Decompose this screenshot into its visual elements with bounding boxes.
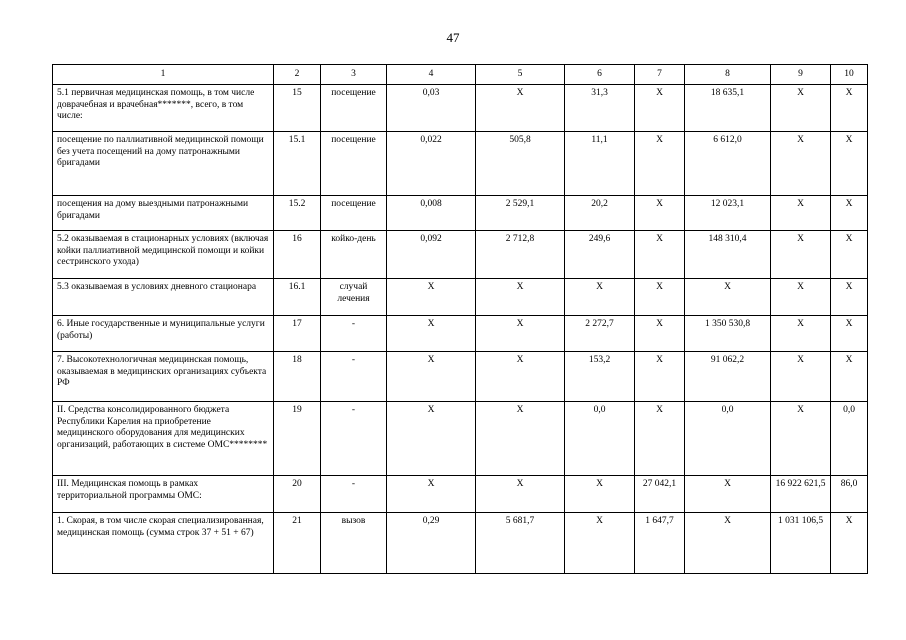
row-label: 1. Скорая, в том числе скорая специализированная, медицинская помощь (сумма строк 37 + 51 + 67)	[53, 513, 274, 574]
column-header: 5	[476, 65, 565, 85]
table-cell: X	[685, 513, 771, 574]
table-row	[53, 196, 868, 231]
table-cell: X	[685, 279, 771, 316]
table-cell: X	[476, 352, 565, 402]
table-cell: X	[476, 279, 565, 316]
row-number: 20	[274, 476, 321, 513]
table-cell: X	[831, 196, 868, 231]
unit-cell: -	[321, 476, 387, 513]
table-cell: 1 647,7	[635, 513, 685, 574]
table-cell: 5 681,7	[476, 513, 565, 574]
row-number: 18	[274, 352, 321, 402]
table-cell: 31,3	[565, 85, 635, 132]
row-number: 19	[274, 402, 321, 476]
table-cell: 0,0	[685, 402, 771, 476]
table-cell: X	[387, 279, 476, 316]
table-row	[53, 476, 868, 513]
column-header: 3	[321, 65, 387, 85]
row-number: 15.1	[274, 132, 321, 196]
column-header: 9	[771, 65, 831, 85]
table-cell: 1 031 106,5	[771, 513, 831, 574]
table-row	[53, 402, 868, 476]
table-cell: X	[831, 513, 868, 574]
column-header: 10	[831, 65, 868, 85]
table-cell: X	[635, 85, 685, 132]
table-cell: X	[387, 476, 476, 513]
table-cell: X	[771, 132, 831, 196]
table-cell: 249,6	[565, 231, 635, 279]
table-cell: X	[771, 85, 831, 132]
row-label: III. Медицинская помощь в рамках территориальной программы ОМС:	[53, 476, 274, 513]
table-cell: X	[771, 196, 831, 231]
table-cell: X	[685, 476, 771, 513]
table-cell: 0,0	[565, 402, 635, 476]
table-cell: X	[831, 279, 868, 316]
unit-cell: -	[321, 402, 387, 476]
table-cell: X	[387, 352, 476, 402]
row-number: 17	[274, 316, 321, 352]
table-cell: 153,2	[565, 352, 635, 402]
table-cell: X	[635, 316, 685, 352]
table-cell: 91 062,2	[685, 352, 771, 402]
unit-cell: -	[321, 316, 387, 352]
unit-cell: посещение	[321, 196, 387, 231]
table-row	[53, 513, 868, 574]
row-label: 7. Высокотехнологичная медицинская помощь, оказываемая в медицинских организациях субъекта РФ	[53, 352, 274, 402]
table-cell: 20,2	[565, 196, 635, 231]
column-header: 1	[53, 65, 274, 85]
table-row	[53, 231, 868, 279]
table-cell: X	[771, 279, 831, 316]
column-header: 8	[685, 65, 771, 85]
table-cell: 2 712,8	[476, 231, 565, 279]
table-cell: X	[831, 231, 868, 279]
column-header: 7	[635, 65, 685, 85]
row-number: 16	[274, 231, 321, 279]
table-cell: 1 350 530,8	[685, 316, 771, 352]
column-header: 2	[274, 65, 321, 85]
table-cell: X	[476, 402, 565, 476]
table-cell: 2 272,7	[565, 316, 635, 352]
table-cell: X	[771, 352, 831, 402]
unit-cell: посещение	[321, 85, 387, 132]
data-table	[52, 64, 868, 574]
unit-cell: посещение	[321, 132, 387, 196]
row-label: 5.2 оказываемая в стационарных условиях (включая койки паллиативной медицинской помощи и койки сестринского ухода)	[53, 231, 274, 279]
unit-cell: случай лечения	[321, 279, 387, 316]
table-cell: X	[635, 279, 685, 316]
table-cell: 2 529,1	[476, 196, 565, 231]
table-cell: 0,092	[387, 231, 476, 279]
table-cell: 505,8	[476, 132, 565, 196]
table-cell: X	[635, 231, 685, 279]
row-label: посещение по паллиативной медицинской помощи без учета посещений на дому патронажными бригадами	[53, 132, 274, 196]
table-cell: 0,0	[831, 402, 868, 476]
table-row	[53, 85, 868, 132]
table-cell: X	[565, 513, 635, 574]
table-cell: X	[635, 132, 685, 196]
table-row	[53, 316, 868, 352]
unit-cell: вызов	[321, 513, 387, 574]
table-cell: X	[831, 132, 868, 196]
column-header: 6	[565, 65, 635, 85]
unit-cell: койко-день	[321, 231, 387, 279]
table-cell: X	[635, 196, 685, 231]
row-label: 6. Иные государственные и муниципальные услуги (работы)	[53, 316, 274, 352]
table-cell: X	[771, 402, 831, 476]
table-cell: X	[476, 85, 565, 132]
table-cell: X	[635, 402, 685, 476]
table-cell: X	[771, 231, 831, 279]
header-row	[53, 65, 868, 85]
table-cell: 27 042,1	[635, 476, 685, 513]
table-row	[53, 132, 868, 196]
table-cell: 11,1	[565, 132, 635, 196]
row-number: 21	[274, 513, 321, 574]
row-label: II. Средства консолидированного бюджета Республики Карелия на приобретение медицинского оборудования для медицинских организаций, работающих в системе ОМС********	[53, 402, 274, 476]
table-cell: 16 922 621,5	[771, 476, 831, 513]
table-cell: X	[387, 402, 476, 476]
page-number: 47	[446, 30, 460, 45]
table-cell: X	[635, 352, 685, 402]
column-header: 4	[387, 65, 476, 85]
table-cell: X	[565, 279, 635, 316]
table-row	[53, 279, 868, 316]
table-cell: 0,03	[387, 85, 476, 132]
table-cell: X	[476, 316, 565, 352]
table-cell: 18 635,1	[685, 85, 771, 132]
table-cell: 0,022	[387, 132, 476, 196]
row-label: 5.3 оказываемая в условиях дневного стационара	[53, 279, 274, 316]
table-row	[53, 352, 868, 402]
table-cell: X	[831, 85, 868, 132]
table-cell: 86,0	[831, 476, 868, 513]
table-cell: 148 310,4	[685, 231, 771, 279]
unit-cell: -	[321, 352, 387, 402]
table-cell: X	[565, 476, 635, 513]
row-number: 15.2	[274, 196, 321, 231]
table-cell: 12 023,1	[685, 196, 771, 231]
table-cell: 0,29	[387, 513, 476, 574]
row-label: 5.1 первичная медицинская помощь, в том числе доврачебная и врачебная*******, всего, в том числе:	[53, 85, 274, 132]
table-cell: X	[387, 316, 476, 352]
row-number: 16.1	[274, 279, 321, 316]
row-label: посещения на дому выездными патронажными бригадами	[53, 196, 274, 231]
table-cell: X	[831, 352, 868, 402]
table-cell: 6 612,0	[685, 132, 771, 196]
table-cell: X	[771, 316, 831, 352]
table-cell: X	[831, 316, 868, 352]
row-number: 15	[274, 85, 321, 132]
table-cell: X	[476, 476, 565, 513]
table-cell: 0,008	[387, 196, 476, 231]
